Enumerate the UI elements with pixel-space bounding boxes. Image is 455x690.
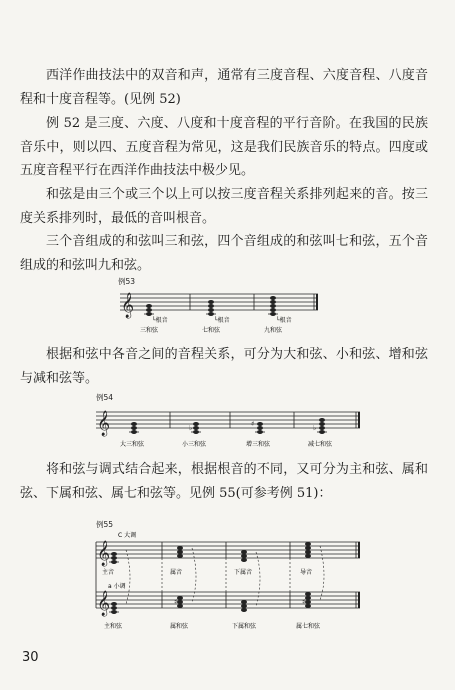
example-53-staff [118, 286, 318, 336]
paragraph-1: 西洋作曲技法中的双音和声，通常有三度音程、六度音程、八度音程和十度音程等。(见例 52) [20, 68, 428, 107]
chord-label-triad: 三和弦 [140, 327, 159, 334]
sharp-icon: ♯ [302, 598, 306, 606]
example-53-label: 例53 [118, 277, 136, 286]
chord-label-subdominant: 下属和弦 [232, 623, 257, 630]
example-55-label: 例55 [96, 520, 114, 529]
paragraph-3: 和弦是由三个或三个以上可以按三度音程关系排列起来的音。按三度关系排列时，最低的音叫根音。 [20, 187, 428, 226]
sharp-icon: ♯ [174, 598, 178, 606]
treble-clef-icon: 𝄞 [97, 591, 111, 616]
paragraph-6: 将和弦与调式结合起来，根据根音的不同，又可分为主和弦、属和弦、下属和弦、属七和弦等。见例 55(可参考例 51)： [20, 462, 428, 501]
sharp-icon: ♯ [251, 420, 255, 428]
root-mark-1: └根音 [152, 317, 168, 324]
chord-label-seventh: 七和弦 [202, 327, 221, 334]
flat-icon: ♭ [189, 424, 193, 432]
page-number: 30 [22, 650, 39, 665]
degree-label-subdominant: 下属音 [234, 569, 253, 576]
treble-clef-icon: 𝄞 [97, 411, 111, 436]
example-55-staff [94, 530, 360, 636]
treble-clef-icon: 𝄞 [97, 541, 111, 566]
degree-label-dominant: 属音 [170, 569, 183, 576]
root-mark-3: └根音 [276, 317, 292, 324]
example-54-staff [94, 402, 360, 450]
flat-icon: ♭ [313, 424, 317, 432]
paragraph-5: 根据和弦中各音之间的音程关系，可分为大和弦、小和弦、增和弦与减和弦等。 [20, 347, 428, 386]
chord-label-dominant: 属和弦 [170, 623, 189, 630]
chord-label-augmented: 增三和弦 [246, 441, 271, 448]
treble-clef-icon: 𝄞 [121, 293, 135, 318]
upper-key-label: C 大调 [118, 532, 137, 539]
paragraph-4: 三个音组成的和弦叫三和弦，四个音组成的和弦叫七和弦，五个音组成的和弦叫九和弦。 [20, 234, 428, 273]
chord-label-diminished-seventh: 减七和弦 [308, 441, 333, 448]
chord-label-major: 大三和弦 [120, 441, 145, 448]
chord-label-minor: 小三和弦 [182, 441, 207, 448]
root-mark-2: └根音 [214, 317, 230, 324]
paragraph-2: 例 52 是三度、六度、八度和十度音程的平行音阶。在我国的民族音乐中，则以四、五度音程为常见，这是我们民族音乐的特点。四度或五度音程平行在西洋作曲技法中极少见。 [20, 116, 428, 178]
lower-key-label: a 小调 [108, 583, 126, 590]
chord-label-ninth: 九和弦 [264, 327, 283, 334]
degree-label-leading-tone: 导音 [300, 569, 313, 576]
degree-label-tonic: 主音 [102, 569, 115, 576]
chord-label-tonic: 主和弦 [104, 623, 123, 630]
chord-label-dominant-seventh: 属七和弦 [296, 623, 321, 630]
example-54-label: 例54 [96, 393, 114, 402]
